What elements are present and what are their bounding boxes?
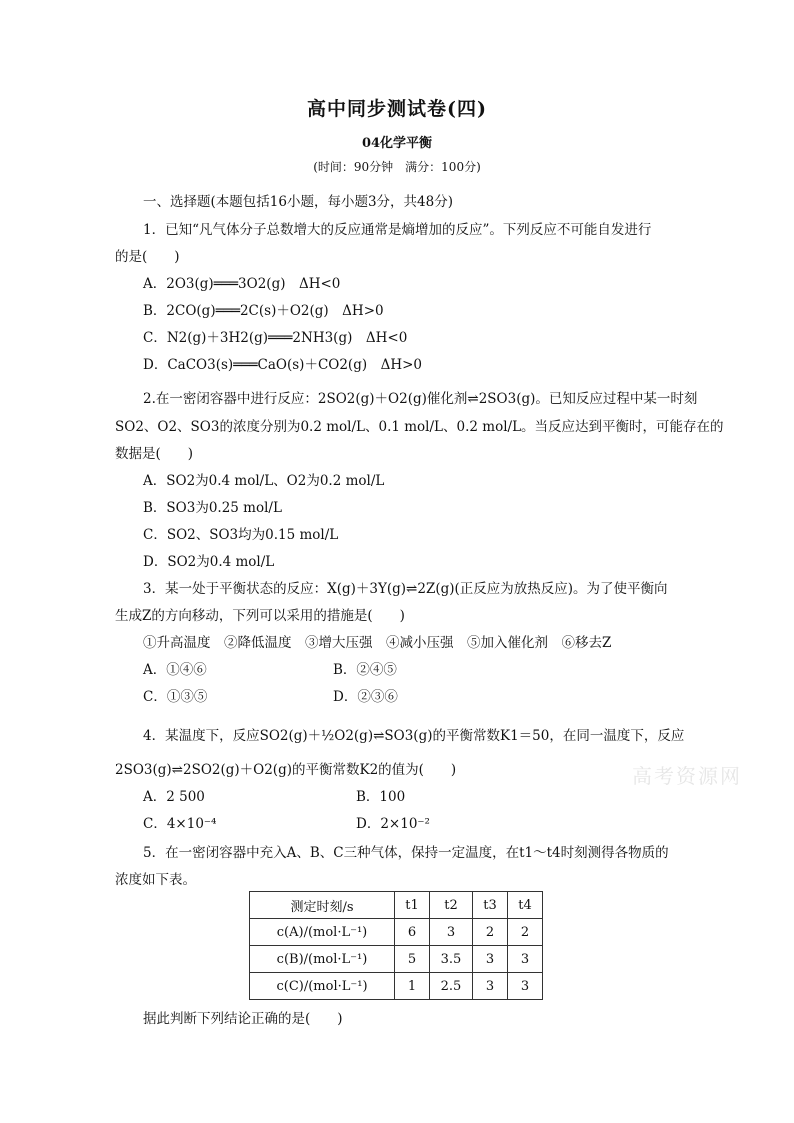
q4-option-b: B．100 — [356, 789, 406, 805]
table-cell: 1 — [395, 973, 430, 1000]
table-cell: 2 — [508, 919, 543, 946]
table-cell: c(C)/(mol·L⁻¹) — [250, 973, 395, 1000]
table-cell: 2 — [473, 919, 508, 946]
page-title: 高中同步测试卷(四) — [307, 98, 487, 120]
q2-option-d: D．SO2为0.4 mol/L — [143, 554, 275, 570]
table-cell: 3 — [473, 973, 508, 1000]
q3-option-a: A．①④⑥ — [143, 662, 207, 678]
q5-stem-line2: 浓度如下表。 — [115, 872, 196, 888]
q1-option-a: A．2O3(g)═══3O2(g) ΔH<0 — [143, 276, 341, 292]
q3-stem-line2: 生成Z的方向移动，下列可以采用的措施是( ) — [115, 608, 405, 624]
q1-option-d: D．CaCO3(s)═══CaO(s)＋CO2(g) ΔH>0 — [143, 357, 423, 373]
q5-stem-line1: 5．在一密闭容器中充入A、B、C三种气体，保持一定温度，在t1～t4时刻测得各物质的 — [143, 845, 669, 861]
q2-option-a: A．SO2为0.4 mol/L、O2为0.2 mol/L — [143, 473, 385, 489]
table-header-cell: t2 — [430, 892, 473, 919]
q2-stem-line2: SO2、O2、SO3的浓度分别为0.2 mol/L、0.1 mol/L、0.2 mol/L。当反应达到平衡时，可能存在的 — [115, 419, 724, 435]
q3-stem-line1: 3．某一处于平衡状态的反应：X(g)＋3Y(g)⇌2Z(g)(正反应为放热反应)。为了使平衡向 — [143, 581, 668, 597]
q4-stem-line1: 4．某温度下，反应SO2(g)＋½O2(g)⇌SO3(g)的平衡常数K1＝50，在同一温度下，反应 — [143, 728, 685, 744]
q3-option-d: D．②③⑥ — [333, 689, 398, 705]
q1-option-c: C．N2(g)＋3H2(g)═══2NH3(g) ΔH<0 — [143, 330, 408, 346]
table-header-row — [250, 892, 543, 919]
page-subtitle: 04化学平衡 — [361, 136, 433, 151]
concentration-table — [249, 891, 543, 1000]
q2-stem-line3: 数据是( ) — [115, 446, 194, 462]
q3-option-c: C．①③⑤ — [143, 689, 208, 705]
table-row — [250, 919, 543, 946]
section-heading: 一、选择题(本题包括16小题，每小题3分，共48分) — [143, 194, 453, 210]
q3-option-b: B．②④⑤ — [333, 662, 397, 678]
q4-stem-line2: 2SO3(g)⇌2SO2(g)＋O2(g)的平衡常数K2的值为( ) — [115, 762, 457, 778]
q5-question: 据此判断下列结论正确的是( ) — [143, 1011, 343, 1027]
q4-option-d: D．2×10⁻² — [356, 816, 430, 832]
table-cell: 2.5 — [430, 973, 473, 1000]
table-header-cell: t1 — [395, 892, 430, 919]
q4-option-c: C．4×10⁻⁴ — [143, 816, 217, 832]
table-cell: 3 — [508, 946, 543, 973]
table-row — [250, 973, 543, 1000]
table-cell: 3 — [473, 946, 508, 973]
watermark-text: 高考资源网 — [632, 764, 742, 788]
q1-option-b: B．2CO(g)═══2C(s)＋O2(g) ΔH>0 — [143, 303, 384, 319]
table-cell: c(A)/(mol·L⁻¹) — [250, 919, 395, 946]
q1-stem-line2: 的是( ) — [115, 249, 180, 265]
table-header-cell: 测定时刻/s — [250, 892, 395, 919]
table-header-cell: t4 — [508, 892, 543, 919]
q4-option-a: A．2 500 — [143, 789, 205, 805]
q3-measures: ①升高温度 ②降低温度 ③增大压强 ④减小压强 ⑤加入催化剂 ⑥移去Z — [143, 635, 612, 651]
q2-stem-line1: 2.在一密闭容器中进行反应：2SO2(g)＋O2(g)催化剂⇌2SO3(g)。已知反应过程中某一时刻 — [143, 391, 698, 407]
table-cell: 6 — [395, 919, 430, 946]
q2-option-b: B．SO3为0.25 mol/L — [143, 500, 282, 516]
q1-stem-line1: 1．已知“凡气体分子总数增大的反应通常是熵增加的反应”。下列反应不可能自发进行 — [143, 222, 652, 238]
q2-option-c: C．SO2、SO3均为0.15 mol/L — [143, 527, 339, 543]
exam-meta: (时间：90分钟 满分：100分) — [313, 160, 481, 174]
table-cell: 3.5 — [430, 946, 473, 973]
table-cell: 3 — [508, 973, 543, 1000]
table-cell: 5 — [395, 946, 430, 973]
table-cell: c(B)/(mol·L⁻¹) — [250, 946, 395, 973]
table-cell: 3 — [430, 919, 473, 946]
table-header-cell: t3 — [473, 892, 508, 919]
table-row — [250, 946, 543, 973]
